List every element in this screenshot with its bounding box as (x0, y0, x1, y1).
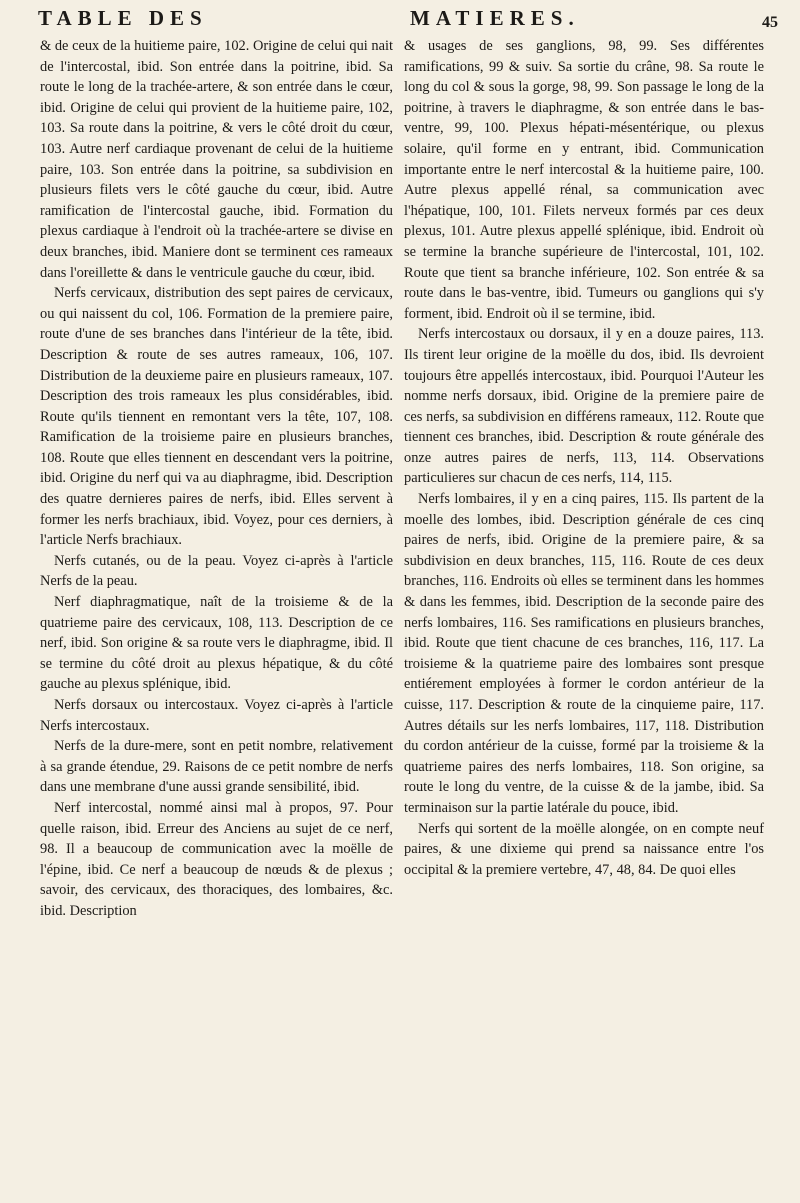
index-entry: Nerf intercostal, nommé ainsi mal à propos, 97. Pour quelle raison, ibid. Erreur des Anciens au sujet de ce nerf, 98. Il a beaucoup de communication avec la moëlle de l'épine, ibid. Ce nerf a beaucoup de nœuds & de plexus ; savoir, des cervicaux, des thoraciques, des lombaires, &c. ibid. Description (40, 799, 393, 919)
index-entry: Nerfs cutanés, ou de la peau. Voyez ci-après à l'article Nerfs de la peau. (40, 552, 393, 590)
right-column (404, 36, 764, 880)
index-entry: Nerfs intercostaux ou dorsaux, il y en a douze paires, 113. Ils tirent leur origine de la moëlle du dos, ibid. Ils devroient toujours être appellés intercostaux, ibid. Pourquoi l'Auteur les nomme nerfs dorsaux, ibid. Origine de la premiere paire de ces nerfs, sa subdivision en différens rameaux, 112. Route que tiennent ces branches, ibid. Description & route générale des onze autres paires de nerfs, 113, 114. Observations particulieres sur chacun de ces nerfs, 114, 115. (404, 326, 764, 487)
running-head-left: TABLE DES (38, 6, 208, 30)
page-number: 45 (762, 14, 778, 31)
left-column (40, 36, 393, 922)
index-entry: Nerfs cervicaux, distribution des sept paires de cervicaux, ou qui naissent du col, 106. Formation de la premiere paire, route d'une de ses branches dans l'intérieur de la tête, ibid. Description & route de ses autres rameaux, 106, 107. Distribution de la deuxieme paire en plusieurs rameaux, 107. Description des trois rameaux les plus considérables, ibid. Route qu'ils tiennent en remontant vers la tête, 107, 108. Ramification de la troisieme paire en plusieurs branches, 108. Route que elles tiennent en descendant vers la poitrine, ibid. Origine du nerf qui va au diaphragme, ibid. Description des quatre dernieres paires de nerfs, ibid. Elles servent à former les nerfs brachiaux, ibid. Voyez, pour ces derniers, à l'article Nerfs brachiaux. (40, 285, 393, 549)
index-entry: Nerf diaphragmatique, naît de la troisieme & de la quatrieme paire des cervicaux, 108, 113. Description de ce nerf, ibid. Son origine & sa route vers le diaphragme, ibid. Il se termine du côté droit au plexus hépatique, & du côté gauche au plexus splénique, ibid. (40, 594, 393, 693)
index-entry: & de ceux de la huitieme paire, 102. Origine de celui qui nait de l'intercostal, ibid. Son entrée dans la poitrine, ibid. Sa route le long de la trachée-artere, & son entrée dans le cœur, ibid. Origine de celui qui provient de la huitieme paire, 102, 103. Sa route dans la poitrine, & vers le côté droit du cœur, 103. Autre nerf cardiaque provenant de celui de la huitieme paire, 103. Son entrée dans la poitrine, sa subdivision en plusieurs filets vers le côté gauche du cœur, ibid. Autre ramification de l'intercostal gauche, ibid. Formation du plexus cardiaque à l'endroit où la trachée-artere se divise en deux branches, ibid. Maniere dont se terminent ces rameaux dans l'oreillette & dans le ventricule gauche du cœur, ibid. (40, 38, 393, 281)
index-entry: Nerfs qui sortent de la moëlle alongée, on en compte neuf paires, & une dixieme qui prend sa naissance entre l'os occipital & la premiere vertebre, 47, 48, 84. De quoi elles (404, 820, 764, 878)
index-entry: Nerfs lombaires, il y en a cinq paires, 115. Ils partent de la moelle des lombes, ibid. Description générale de ces cinq paires de nerfs, ibid. Origine de la premiere paire, & sa subdivision en deux branches, 115, 116. Route de ces deux branches, 116. Endroits où elles se terminent dans les hommes & dans les femmes, ibid. Description de la seconde paire des nerfs lombaires, 116. Ses ramifications en plusieurs branches, ibid. Route que tient chacune de ces branches, 116, 117. La troisieme & la quatrieme paire des lombaires sont presque entiérement employées à former le cordon antérieur de la cuisse, 117. Description & route de la cinquieme paire, 117. Autres détails sur les nerfs lombaires, 117, 118. Distribution du cordon antérieur de la cuisse, formé par la troisieme & la quatrieme paires des nerfs lombaires, 118. Son origine, sa route le long du ventre, de la cuisse & de la jambe, ibid. Sa terminaison sur la partie latérale du pouce, ibid. (404, 491, 764, 816)
running-head-right: MATIERES. (410, 6, 580, 30)
index-entry: Nerfs de la dure-mere, sont en petit nombre, relativement à sa grande étendue, 29. Raisons de ce petit nombre de nerfs dans une membrane d'une aussi grande sensibilité, ibid. (40, 738, 393, 796)
index-entry: Nerfs dorsaux ou intercostaux. Voyez ci-après à l'article Nerfs intercostaux. (40, 697, 393, 734)
running-head (38, 6, 778, 36)
index-entry: & usages de ses ganglions, 98, 99. Ses différentes ramifications, 99 & suiv. Sa sortie du crâne, 98. Sa route le long du col & sous la gorge, 98, 99. Son passage le long de la poitrine, à travers le diaphragme, & son entrée dans le bas-ventre, 99, 100. Plexus hépati-mésentérique, ou plexus solaire, qu'il forme en y entrant, ibid. Communication importante entre le nerf intercostal & la huitieme paire, 100. Autre plexus appellé rénal, sa communication avec l'hépatique, 100, 101. Filets nerveux formés par ces deux plexus, 101. Autre plexus appellé splénique, ibid. Endroit où se termine la branche supérieure de l'intercostal, 101, 102. Route que tient sa branche inférieure, 102. Son entrée & sa route dans le bas-ventre, ibid. Tumeurs ou ganglions qui s'y forment, ibid. Endroit où il se termine, ibid. (404, 38, 764, 322)
